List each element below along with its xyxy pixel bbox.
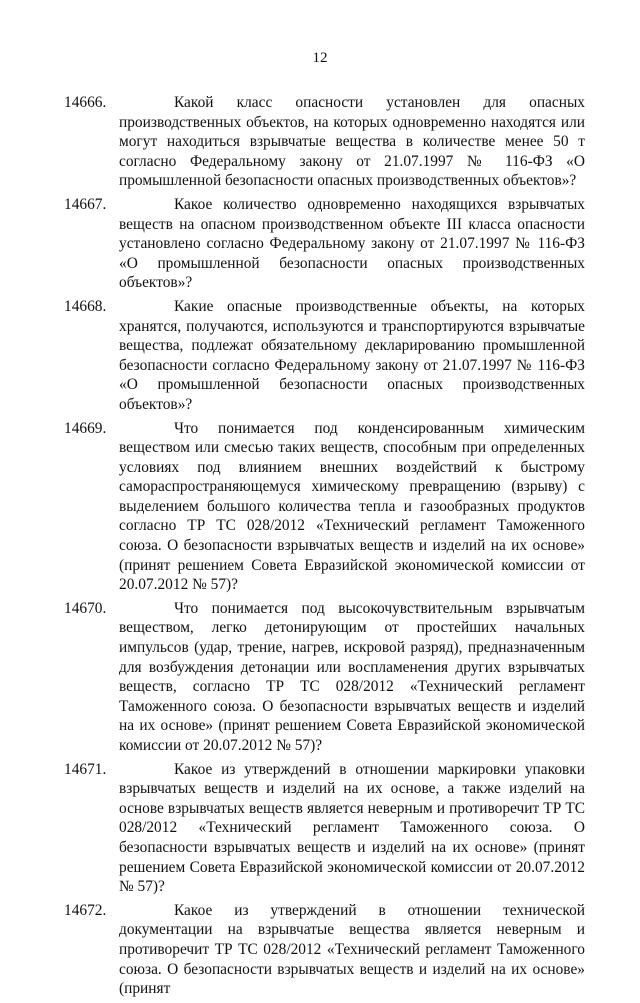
question-14668 xyxy=(64,297,585,415)
question-text: Какой класс опасности установлен для опасных производственных объектов, на которых одновременно находятся или могут находиться взрывчатые вещества в количестве менее 50 т согласно Федеральному закону от 21.07.1997 № 116-ФЗ «О промышленной безопасности опасных производственных объектов»? xyxy=(119,94,585,190)
question-number: 14668. xyxy=(64,297,107,315)
question-number: 14666. xyxy=(64,94,107,111)
question-text: Какое количество одновременно находящихся взрывчатых веществ на опасном производственном объекте III класса опасности установлено согласно Федеральному закону от 21.07.1997 № 116-ФЗ «О промышленной безопасности опасных производственных объектов»? xyxy=(119,195,585,292)
question-text: Какое из утверждений в отношении маркировки упаковки взрывчатых веществ и изделий на их основе, а также изделий на основе взрывчатых веществ является неверным и противоречит ТР ТС 028/2012 «Технический регламент Таможенного союза. О безопасности взрывчатых веществ и изделий на их основе» (принят решением Совета Евразийской экономической комиссии от 20.07.2012 № 57)? xyxy=(119,760,585,896)
question-14672 xyxy=(64,901,585,999)
question-number: 14672. xyxy=(64,901,107,919)
question-14671 xyxy=(64,760,585,897)
question-text: Какие опасные производственные объекты, на которых хранятся, получаются, используются и транспортируются взрывчатые вещества, подлежат обязательному декларированию промышленной безопасности согласно Федеральному закону от 21.07.1997 № 116-ФЗ «О промышленной безопасности опасных производственных объектов»? xyxy=(119,297,585,413)
question-list xyxy=(64,93,585,1003)
question-number: 14671. xyxy=(64,760,107,778)
question-14666 xyxy=(64,93,585,191)
question-text: Какое из утверждений в отношении технической документации на взрывчатые вещества является неверным и противоречит ТР ТС 028/2012 «Технический регламент Таможенного союза. О безопасности взрывчатых веществ и изделий на их основе» (принят xyxy=(119,901,585,998)
question-number: 14670. xyxy=(64,599,107,617)
question-14667 xyxy=(64,195,585,293)
question-text: Что понимается под конденсированным химическим веществом или смесью таких веществ, способным при определенных условиях под влиянием внешних воздействий к быстрому самораспространяющемуся химическому превращению (взрыву) с выделением большого количества тепла и газообразных продуктов согласно ТР ТС 028/2012 «Технический регламент Таможенного союза. О безопасности взрывчатых веществ и изделий на их основе» (принят решением Совета Евразийской экономической комиссии от 20.07.2012 № 57)? xyxy=(119,419,585,594)
question-14670 xyxy=(64,599,585,756)
page-number: 12 xyxy=(312,50,328,66)
question-text: Что понимается под высокочувствительным взрывчатым веществом, легко детонирующим от простейших начальных импульсов (удар, трение, нагрев, искровой разряд), предназначенным для возбуждения детонации или воспламенения других взрывчатых веществ, согласно ТР ТС 028/2012 «Технический регламент Таможенного союза. О безопасности взрывчатых веществ и изделий на их основе» (принят решением Совета Евразийской экономической комиссии от 20.07.2012 № 57)? xyxy=(119,599,585,754)
question-number: 14669. xyxy=(64,419,107,437)
question-number: 14667. xyxy=(64,195,107,213)
question-14669 xyxy=(64,419,585,595)
